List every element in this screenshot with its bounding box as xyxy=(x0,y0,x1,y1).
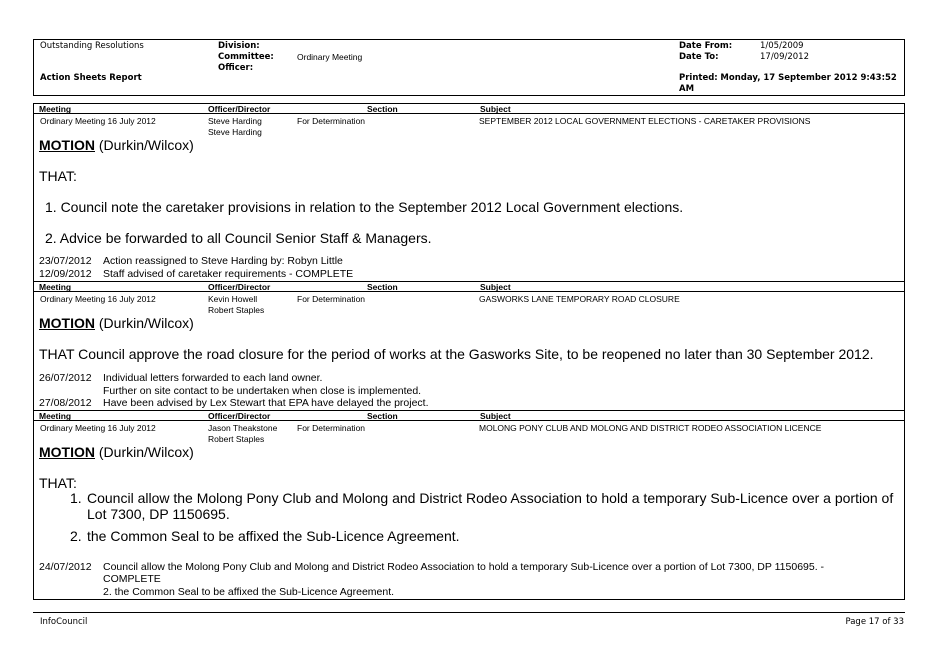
motion-heading xyxy=(39,137,194,153)
motion-movers: (Durkin/Wilcox) xyxy=(95,137,194,153)
motion-item: 2. Advice be forwarded to all Council Senior Staff & Managers. xyxy=(45,230,432,246)
motion-item: 1. Council note the caretaker provisions in relation to the September 2012 Local Government elections. xyxy=(45,199,684,215)
date-from-label: Date From: xyxy=(679,41,733,51)
column-header-row xyxy=(33,410,905,421)
printed-ampm: AM xyxy=(679,84,695,94)
record-section: For Determination xyxy=(297,423,366,433)
motion-item-number: 2. xyxy=(70,528,82,544)
col-section: Section xyxy=(367,282,398,292)
date-to-label: Date To: xyxy=(679,52,719,62)
motion-word: MOTION xyxy=(39,444,95,460)
printed-line xyxy=(679,73,897,83)
committee-value: Ordinary Meeting xyxy=(297,52,363,62)
col-section: Section xyxy=(367,104,398,114)
record-officer: Kevin Howell xyxy=(208,294,258,304)
motion-that: THAT: xyxy=(39,475,77,491)
column-header-row xyxy=(33,103,905,114)
motion-word: MOTION xyxy=(39,137,95,153)
col-meeting: Meeting xyxy=(39,411,72,421)
col-meeting: Meeting xyxy=(39,104,72,114)
col-subject: Subject xyxy=(480,104,511,114)
action-text: Have been advised by Lex Stewart that EPA have delayed the project. xyxy=(103,397,429,409)
footer-brand: InfoCouncil xyxy=(40,617,88,627)
printed-label: Printed: xyxy=(679,73,718,83)
record-subject: GASWORKS LANE TEMPORARY ROAD CLOSURE xyxy=(479,294,680,304)
motion-word: MOTION xyxy=(39,315,95,331)
motion-that: THAT: xyxy=(39,168,77,184)
motion-item-number: 1. xyxy=(70,490,82,506)
col-officer: Officer/Director xyxy=(208,104,271,114)
officer-label: Officer: xyxy=(218,63,254,73)
action-date: 12/09/2012 xyxy=(39,268,92,280)
record-director: Robert Staples xyxy=(208,305,265,315)
printed-value: Monday, 17 September 2012 9:43:52 xyxy=(720,73,897,83)
motion-heading xyxy=(39,444,194,460)
col-officer: Officer/Director xyxy=(208,282,271,292)
action-date: 24/07/2012 xyxy=(39,561,92,573)
action-text: Individual letters forwarded to each land owner. xyxy=(103,372,323,384)
date-from-value: 1/05/2009 xyxy=(760,41,804,51)
motion-movers: (Durkin/Wilcox) xyxy=(95,315,194,331)
record-subject: SEPTEMBER 2012 LOCAL GOVERNMENT ELECTIONS - CARETAKER PROVISIONS xyxy=(479,116,811,126)
footer-divider xyxy=(33,612,905,613)
report-type: Action Sheets Report xyxy=(40,73,142,83)
col-subject: Subject xyxy=(480,282,511,292)
action-text: 2. the Common Seal to be affixed the Sub-Licence Agreement. xyxy=(103,586,395,598)
action-text: Staff advised of caretaker requirements - COMPLETE xyxy=(103,268,354,280)
action-text: COMPLETE xyxy=(103,573,161,585)
record-director: Steve Harding xyxy=(208,127,262,137)
action-date: 26/07/2012 xyxy=(39,372,92,384)
motion-item: the Common Seal to be affixed the Sub-Licence Agreement. xyxy=(87,528,460,544)
record-meeting: Ordinary Meeting 16 July 2012 xyxy=(40,423,156,433)
action-date: 27/08/2012 xyxy=(39,397,92,409)
record-meeting: Ordinary Meeting 16 July 2012 xyxy=(40,294,156,304)
col-section: Section xyxy=(367,411,398,421)
action-date: 23/07/2012 xyxy=(39,255,92,267)
record-meeting: Ordinary Meeting 16 July 2012 xyxy=(40,116,156,126)
division-label: Division: xyxy=(218,41,260,51)
report-title: Outstanding Resolutions xyxy=(40,41,144,51)
motion-movers: (Durkin/Wilcox) xyxy=(95,444,194,460)
committee-label: Committee: xyxy=(218,52,274,62)
column-header-row xyxy=(33,281,905,292)
record-officer: Jason Theakstone xyxy=(208,423,278,433)
action-text: Further on site contact to be undertaken when close is implemented. xyxy=(103,385,422,397)
page-number: Page 17 of 33 xyxy=(845,617,904,627)
col-officer: Officer/Director xyxy=(208,411,271,421)
col-subject: Subject xyxy=(480,411,511,421)
record-director: Robert Staples xyxy=(208,434,265,444)
record-section: For Determination xyxy=(297,294,366,304)
date-to-value: 17/09/2012 xyxy=(760,52,809,62)
record-section: For Determination xyxy=(297,116,366,126)
motion-item: Council allow the Molong Pony Club and Molong and District Rodeo Association to hold a temporary Sub-Licence over a portion of Lot 7300, DP 1150695. xyxy=(87,490,894,522)
motion-heading xyxy=(39,315,194,331)
record-subject: MOLONG PONY CLUB AND MOLONG AND DISTRICT RODEO ASSOCIATION LICENCE xyxy=(479,423,822,433)
action-text: Council allow the Molong Pony Club and Molong and District Rodeo Association to hold a temporary Sub-Licence over a portion of Lot 7300, DP 1150695. - xyxy=(103,561,825,573)
record-officer: Steve Harding xyxy=(208,116,262,126)
action-text: Action reassigned to Steve Harding by: Robyn Little xyxy=(103,255,343,267)
motion-body: THAT Council approve the road closure for the period of works at the Gasworks Site, to be reopened no later than 30 September 2012. xyxy=(39,346,874,362)
col-meeting: Meeting xyxy=(39,282,72,292)
